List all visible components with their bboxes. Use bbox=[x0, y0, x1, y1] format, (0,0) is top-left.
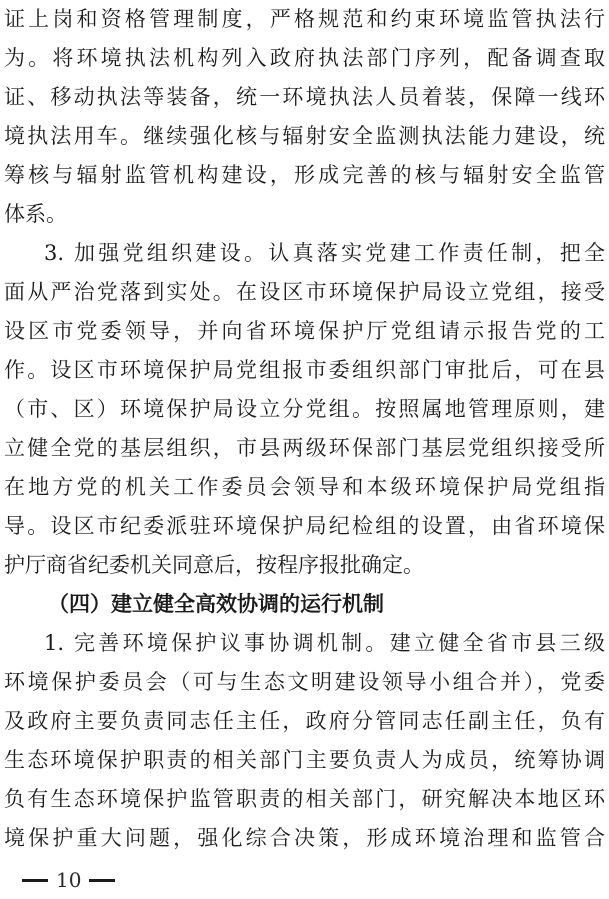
section-heading: （四）建立健全高效协调的运行机制 bbox=[48, 591, 384, 616]
text-line: （市、区）环境保护局设立分党组。按照属地管理原则，建 bbox=[4, 397, 605, 421]
text-line: 面从严治党落到实处。在设区市环境保护局设立党组，接受 bbox=[4, 280, 605, 304]
text-line: 筹核与辐射监管机构建设，形成完善的核与辐射安全监管 bbox=[4, 163, 605, 187]
text-line: 环境保护委员会（可与生态文明建设领导小组合并），党委 bbox=[4, 670, 605, 694]
text-line: 导。设区市纪委派驻环境保护局纪检组的设置，由省环境保 bbox=[4, 514, 605, 538]
text-line: 体系。 bbox=[4, 202, 67, 226]
text-line: 及政府主要负责同志任主任，政府分管同志任副主任，负有 bbox=[4, 709, 605, 733]
page-footer bbox=[22, 868, 115, 892]
footer-dash-right bbox=[89, 879, 115, 882]
page-number: 10 bbox=[56, 868, 82, 892]
footer-dash-left bbox=[22, 879, 48, 882]
text-line: 护厅商省纪委机关同意后，按程序报批确定。 bbox=[4, 553, 424, 577]
text-line: 生态环境保护职责的相关部门主要负责人为成员，统筹协调 bbox=[4, 748, 605, 772]
text-line: 证、移动执法等装备，统一环境执法人员着装，保障一线环 bbox=[4, 85, 605, 109]
text-line: 负有生态环境保护监管职责的相关部门，研究解决本地区环 bbox=[4, 787, 605, 811]
text-line: 证上岗和资格管理制度，严格规范和约束环境监管执法行 bbox=[4, 7, 605, 31]
text-line: 作。设区市环境保护局党组报市委组织部门审批后，可在县 bbox=[4, 358, 605, 382]
text-line: 境执法用车。继续强化核与辐射安全监测执法能力建设，统 bbox=[4, 124, 605, 148]
text-line: 立健全党的基层组织，市县两级环保部门基层党组织接受所 bbox=[4, 436, 605, 460]
section-3-first-line: 3. 加强党组织建设。认真落实党建工作责任制，把全 bbox=[44, 241, 605, 265]
text-line: 在地方党的机关工作委员会领导和本级环境保护局党组指 bbox=[4, 475, 605, 499]
text-line: 设区市党委领导，并向省环境保护厅党组请示报告党的工 bbox=[4, 319, 605, 343]
text-line: 为。将环境执法机构列入政府执法部门序列，配备调查取 bbox=[4, 46, 605, 70]
text-line: 境保护重大问题，强化综合决策，形成环境治理和监管合 bbox=[4, 826, 605, 850]
section-1-first-line: 1. 完善环境保护议事协调机制。建立健全省市县三级 bbox=[44, 631, 605, 655]
